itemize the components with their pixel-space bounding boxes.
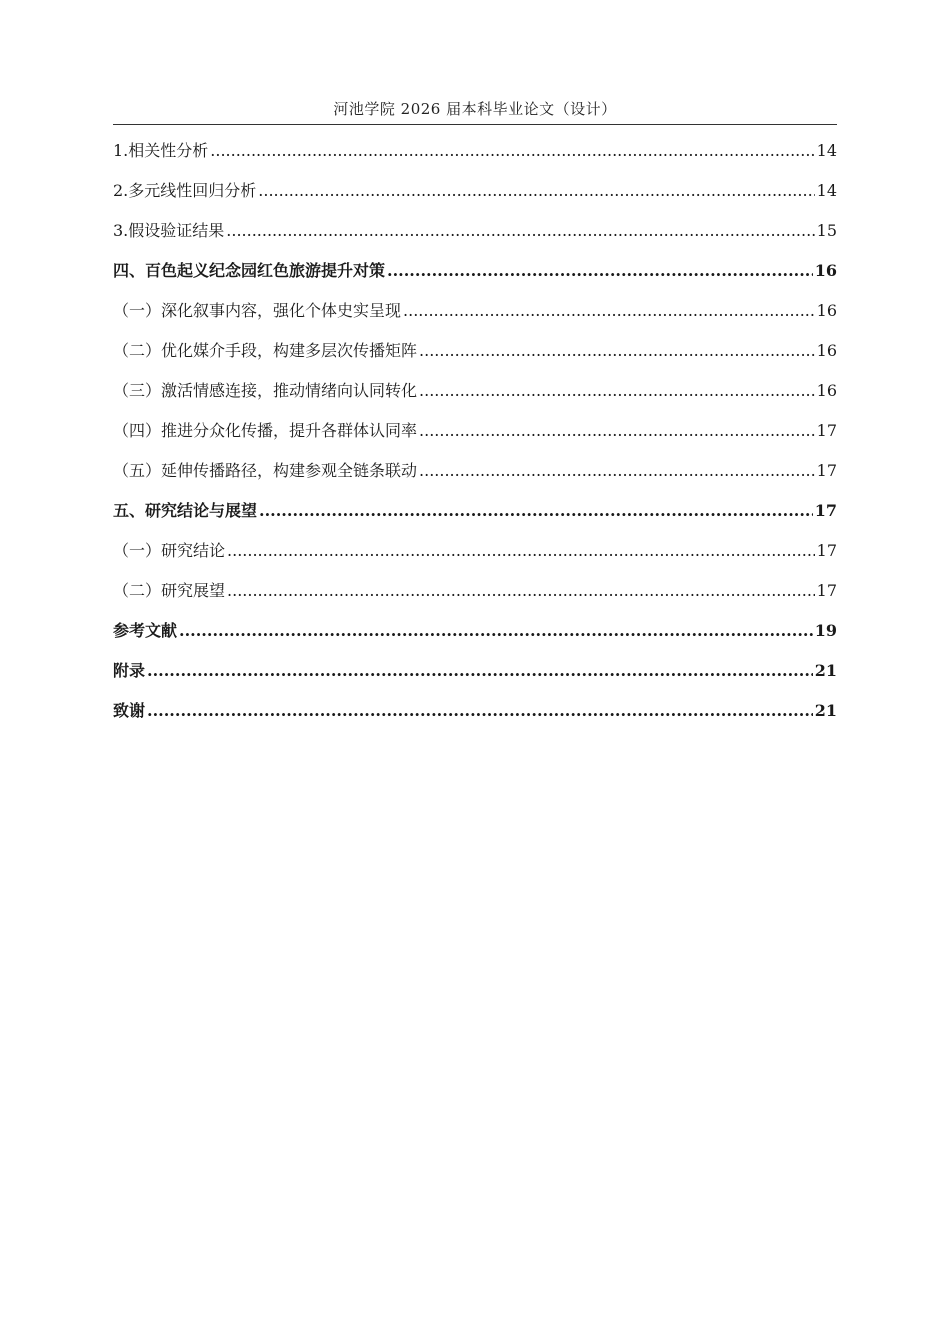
toc-entry-label: （二）优化媒介手段，构建多层次传播矩阵 [113, 341, 418, 360]
toc-chapter-entry[interactable] [113, 256, 837, 296]
toc-entry-page: 16 [816, 301, 837, 320]
toc-entry-page: 17 [816, 581, 837, 600]
toc-entry[interactable] [113, 456, 837, 496]
page-header-title: 河池学院 2026 届本科毕业论文（设计） [333, 100, 617, 118]
toc-entry-page: 21 [814, 661, 837, 680]
toc-dot-leader [419, 336, 815, 366]
toc-entry-label: 五、研究结论与展望 [113, 501, 258, 520]
toc-entry-label: 1.相关性分析 [113, 141, 209, 160]
toc-entry-label: 2.多元线性回归分析 [113, 181, 257, 200]
toc-entry-page: 17 [816, 541, 837, 560]
toc-dot-leader [258, 176, 814, 206]
toc-entry-page: 16 [816, 381, 837, 400]
toc-entry-page: 14 [816, 141, 837, 160]
toc-entry-label: （三）激活情感连接，推动情绪向认同转化 [113, 381, 418, 400]
toc-dot-leader [419, 456, 815, 486]
header-divider [113, 124, 837, 125]
toc-entry-page: 14 [816, 181, 837, 200]
toc-entry-label: （四）推进分众化传播，提升各群体认同率 [113, 421, 418, 440]
toc-dot-leader [210, 136, 814, 166]
toc-entry-label: 3.假设验证结果 [113, 221, 225, 240]
toc-chapter-entry[interactable] [113, 696, 837, 736]
toc-entry[interactable] [113, 536, 837, 576]
toc-entry-page: 15 [816, 221, 837, 240]
toc-entry-label: 附录 [113, 661, 146, 680]
toc-entry-label: （二）研究展望 [113, 581, 226, 600]
toc-dot-leader [387, 256, 813, 286]
toc-dot-leader [227, 576, 815, 606]
toc-entry-page: 19 [814, 621, 837, 640]
toc-entry-label: 致谢 [113, 701, 146, 720]
toc-entry-page: 16 [816, 341, 837, 360]
toc-dot-leader [179, 616, 813, 646]
toc-entry[interactable] [113, 296, 837, 336]
toc-entry-label: （一）深化叙事内容，强化个体史实呈现 [113, 301, 402, 320]
toc-dot-leader [419, 416, 815, 446]
toc-dot-leader [259, 496, 813, 526]
toc-entry-page: 17 [816, 461, 837, 480]
toc-entry[interactable] [113, 176, 837, 216]
toc-entry-label: 四、百色起义纪念园红色旅游提升对策 [113, 261, 386, 280]
toc-entry-page: 21 [814, 701, 837, 720]
toc-entry[interactable] [113, 576, 837, 616]
toc-entry-page: 16 [814, 261, 837, 280]
toc-entry[interactable] [113, 216, 837, 256]
toc-entry[interactable] [113, 416, 837, 456]
toc-chapter-entry[interactable] [113, 656, 837, 696]
toc-dot-leader [403, 296, 815, 326]
toc-entry-page: 17 [816, 421, 837, 440]
toc-entry[interactable] [113, 336, 837, 376]
toc-dot-leader [419, 376, 815, 406]
toc-dot-leader [227, 536, 815, 566]
toc-entry-label: 参考文献 [113, 621, 178, 640]
toc-entry-label: （一）研究结论 [113, 541, 226, 560]
toc-entry-label: （五）延伸传播路径，构建参观全链条联动 [113, 461, 418, 480]
toc-chapter-entry[interactable] [113, 496, 837, 536]
toc-entry[interactable] [113, 376, 837, 416]
toc-chapter-entry[interactable] [113, 616, 837, 656]
toc-entry-page: 17 [814, 501, 837, 520]
toc-dot-leader [147, 696, 813, 726]
toc-dot-leader [147, 656, 813, 686]
toc-dot-leader [226, 216, 814, 246]
toc-entry[interactable] [113, 136, 837, 176]
table-of-contents [113, 136, 837, 736]
